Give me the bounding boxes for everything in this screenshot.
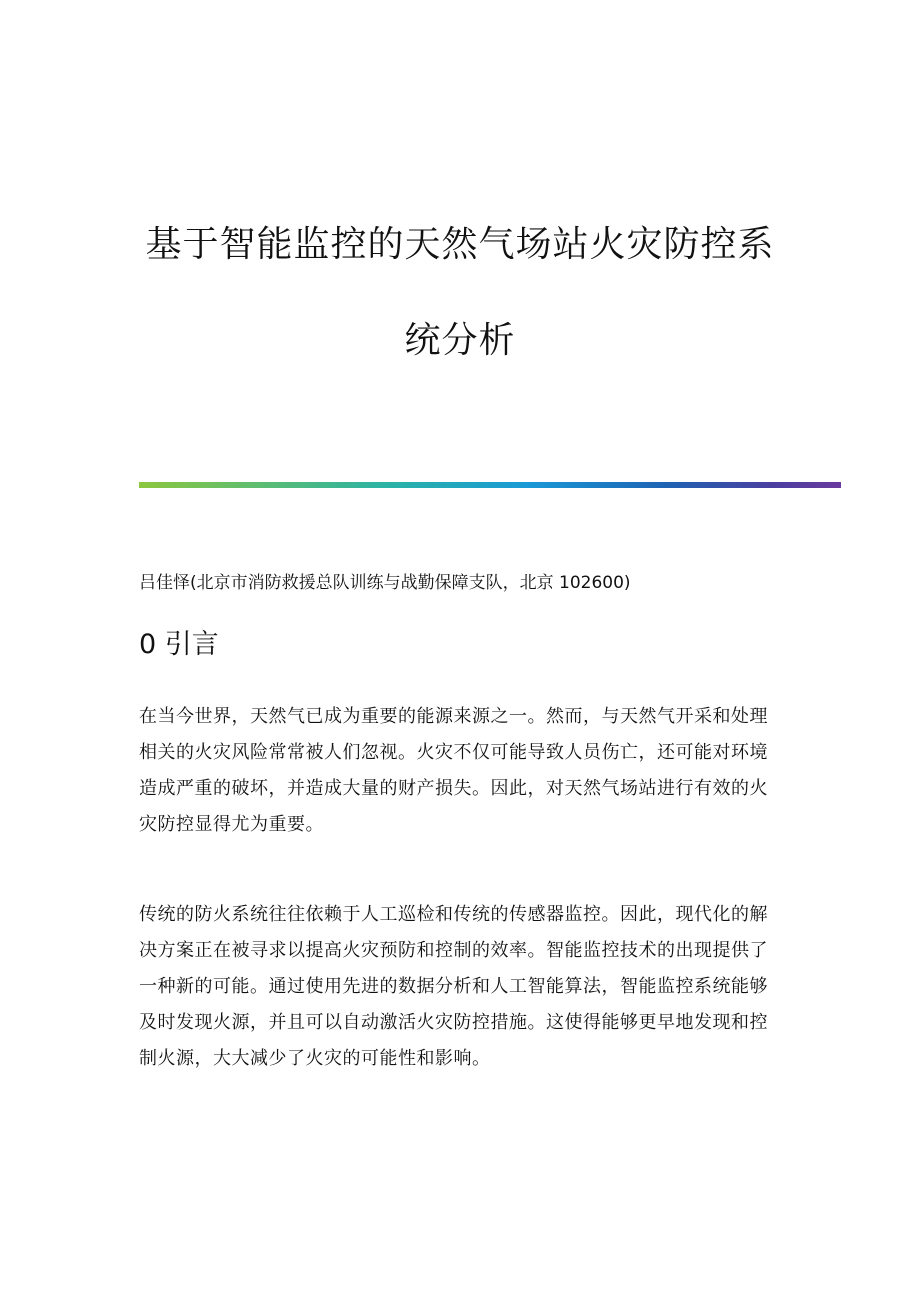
gradient-divider xyxy=(139,482,841,488)
document-title-line-2: 统分析 xyxy=(404,320,516,361)
author-affiliation: 吕佳怿(北京市消防救援总队训练与战勤保障支队，北京 102600) xyxy=(139,573,631,593)
paragraph-2: 传统的防火系统往往依赖于人工巡检和传统的传感器监控。因此，现代化的解决方案正在被寻求以提高火灾预防和控制的效率。智能监控技术的出现提供了一种新的可能。通过使用先进的数据分析和人工智能算法，智能监控系统能够及时发现火源，并且可以自动激活火灾防控措施。这使得能够更早地发现和控制火源，大大减少了火灾的可能性和影响。 xyxy=(139,904,768,1069)
paragraph-1: 在当今世界，天然气已成为重要的能源来源之一。然而，与天然气开采和处理相关的火灾风险常常被人们忽视。火灾不仅可能导致人员伤亡，还可能对环境造成严重的破坏，并造成大量的财产损失。因此，对天然气场站进行有效的火灾防控显得尤为重要。 xyxy=(139,706,768,835)
section-heading-introduction: 0 引言 xyxy=(139,629,219,660)
document-title-line-1: 基于智能监控的天然气场站火灾防控系 xyxy=(145,224,775,265)
